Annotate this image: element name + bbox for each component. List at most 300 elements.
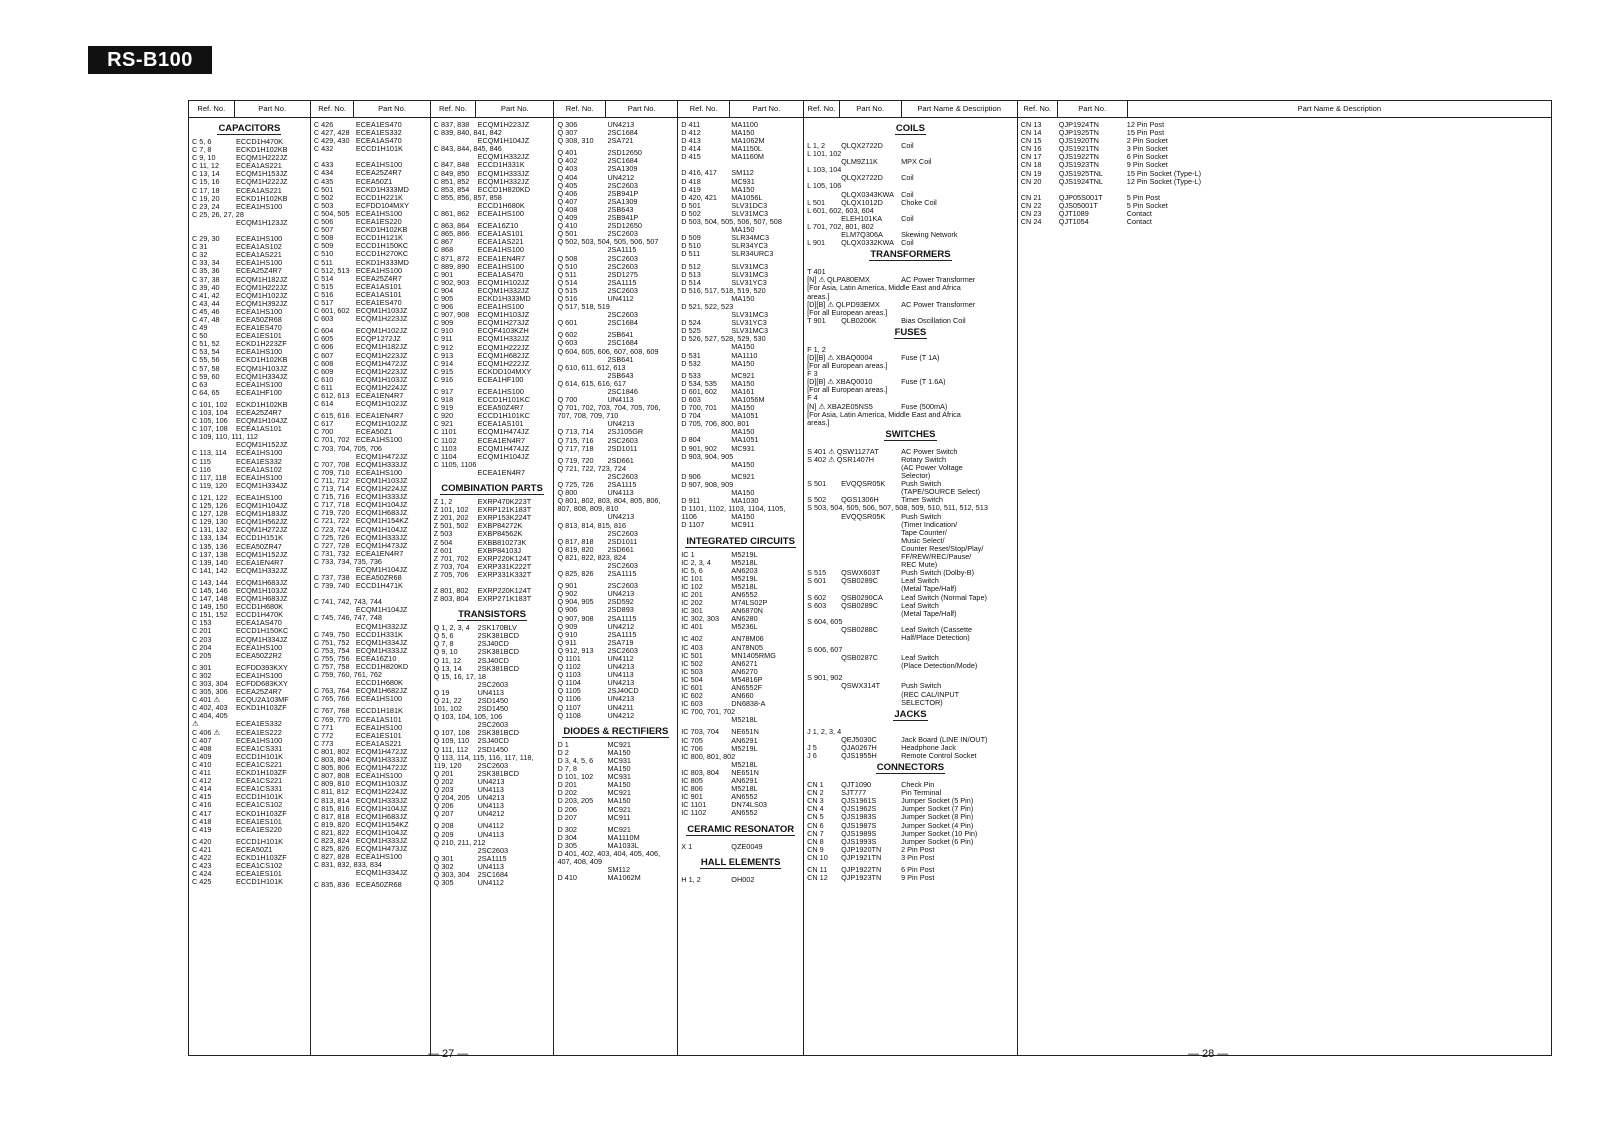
part-row	[681, 234, 800, 242]
part-description: Jack Board (LINE IN/OUT)	[901, 735, 988, 744]
part-no: QJP1925TN	[1058, 129, 1099, 138]
part-no: M5218L	[731, 760, 758, 769]
part-description: Choke Coil	[901, 198, 937, 207]
part-no: UN4213	[477, 777, 505, 786]
part-no: ECEA1HS100	[477, 246, 524, 255]
part-row	[314, 550, 427, 558]
part-row	[557, 271, 674, 279]
part-row	[434, 547, 551, 555]
parts-column-4	[554, 101, 678, 1055]
part-row	[314, 343, 427, 351]
ref-no: C 201	[192, 627, 212, 636]
part-row	[681, 521, 800, 529]
part-no: ECQM1H333JZ	[477, 169, 530, 178]
part-no: UN4213	[607, 663, 635, 672]
part-row	[314, 707, 427, 715]
part-row	[557, 826, 674, 834]
part-row	[192, 518, 307, 526]
ref-no: C 504, 505	[313, 209, 350, 218]
ref-no: Z 703, 704	[433, 562, 469, 571]
part-row	[314, 881, 427, 889]
part-no: ECQM1H123JZ	[236, 218, 288, 227]
part-no: EXRP331K332T	[477, 570, 532, 579]
part-row	[681, 263, 800, 271]
part-no: ECQM1H223JZ	[355, 351, 408, 360]
part-row	[434, 327, 551, 335]
part-no: 2SC2603	[607, 582, 638, 591]
ref-no: Q 817, 818	[557, 537, 594, 546]
ref-no: D 704	[681, 412, 701, 421]
part-row	[681, 793, 800, 801]
part-description: 6 Pin Post	[901, 866, 935, 875]
ref-no: C 401 ⚠	[192, 696, 221, 705]
part-row	[434, 657, 551, 665]
part-no: 2SD1450	[477, 697, 509, 705]
part-no: ECEA1AS221	[236, 186, 282, 195]
part-row	[807, 480, 1014, 488]
ref-no: D 305	[557, 841, 577, 850]
part-row	[807, 362, 1014, 370]
part-no: ECEA1AS221	[236, 162, 282, 171]
ref-no: Q 406	[557, 189, 578, 198]
part-no: MA150	[607, 765, 631, 774]
ref-no: C 819, 820	[313, 820, 350, 829]
part-no: ECQM1H222JZ	[236, 283, 288, 292]
ref-no: C 607	[313, 351, 334, 360]
part-row	[192, 526, 307, 534]
ref-no: C 422	[192, 853, 212, 862]
part-row	[807, 594, 1014, 602]
ref-no: C 512, 513	[313, 266, 350, 275]
part-no: ECEA1HS100	[236, 736, 283, 745]
ref-no: Q 19	[433, 688, 450, 697]
part-description: Tape Counter/	[901, 528, 947, 537]
ref-no: [For all European areas.]	[807, 386, 888, 395]
part-row	[434, 404, 551, 412]
ref-no: areas.]	[807, 292, 830, 301]
ref-no: C 865, 866	[433, 230, 470, 239]
part-row	[192, 348, 307, 356]
part-row	[557, 303, 674, 311]
part-no: ECQM1H104JZ	[355, 804, 408, 813]
part-no: ECQM1H472JZ	[355, 747, 408, 756]
part-row	[314, 647, 427, 655]
ref-no: D 1101, 1102, 1103, 1104, 1105,	[681, 505, 786, 514]
ref-no: D 514	[681, 278, 701, 287]
part-row	[557, 749, 674, 757]
part-row	[557, 814, 674, 822]
ref-no: CN 8	[807, 837, 824, 846]
part-description: Jumper Socket (8 Pin)	[901, 813, 974, 822]
part-no: SLR34MC3	[731, 234, 769, 243]
ref-no: C 5, 6	[192, 138, 212, 146]
part-row	[434, 571, 551, 579]
part-no: ECEA1ES101	[236, 870, 282, 879]
part-description: Coil	[901, 239, 914, 248]
ref-no: C 510	[313, 250, 334, 259]
part-row	[807, 488, 1014, 496]
part-row	[192, 603, 307, 611]
ref-no: CN 24	[1020, 218, 1042, 227]
ref-no: Q 409	[557, 214, 578, 223]
part-row	[434, 335, 551, 343]
ref-no: Q 109, 110	[433, 737, 470, 746]
part-row	[192, 203, 307, 211]
part-no: MC921	[731, 472, 755, 481]
part-row	[314, 716, 427, 724]
header-cell: Part No.	[378, 104, 406, 113]
part-row	[557, 773, 674, 781]
part-no: ECCD1H101K	[355, 145, 403, 154]
section-heading	[192, 123, 307, 137]
ref-no: Q 407	[557, 197, 578, 206]
ref-no: D 415	[681, 153, 701, 162]
ref-no: Q 909	[557, 622, 578, 631]
part-row	[434, 522, 551, 530]
parts-column-7	[1018, 101, 1551, 1055]
part-row	[192, 810, 307, 818]
part-row	[681, 303, 800, 311]
part-row	[434, 145, 551, 153]
ref-no: Q 306	[557, 121, 578, 129]
part-no: SM112	[607, 866, 631, 875]
part-no: UN4213	[607, 513, 635, 522]
ref-no: C 901	[433, 270, 454, 279]
ref-no: Q 1, 2, 3, 4	[433, 624, 470, 633]
part-no: 2SC2603	[477, 721, 509, 730]
part-row	[434, 287, 551, 295]
ref-no: S 604, 605	[807, 617, 843, 626]
part-no: EXRP153K224T	[477, 514, 532, 523]
part-no: MA150	[731, 359, 755, 368]
part-no: SLV31MC3	[731, 270, 769, 279]
part-row	[681, 559, 800, 567]
part-row	[807, 472, 1014, 480]
ref-no: C 117, 118	[192, 473, 227, 482]
part-no: QSB0289C	[841, 601, 879, 610]
part-row	[807, 309, 1014, 317]
part-no: ECEA1HS100	[236, 493, 283, 502]
part-no: 2SD1275	[607, 270, 638, 279]
part-no: ECQM1H104JZ	[355, 565, 408, 574]
part-row	[314, 558, 427, 566]
part-row	[314, 837, 427, 845]
ref-no: Q 201	[433, 769, 454, 778]
part-row	[681, 801, 800, 809]
part-row	[434, 563, 551, 571]
part-no: 2SD1450	[477, 705, 509, 714]
part-description: Fuse (T 1A)	[901, 353, 940, 362]
ref-no: Q 208	[433, 822, 454, 831]
part-no: ECCD1H470K	[236, 611, 284, 620]
parts-list-table	[188, 100, 1552, 1056]
part-row	[557, 222, 674, 230]
part-no: MA1051	[731, 436, 759, 445]
ref-no: ⚠	[192, 720, 199, 729]
part-row	[681, 250, 800, 258]
part-row	[434, 539, 551, 547]
part-row	[681, 481, 800, 489]
part-no: ECEA1CS331	[236, 744, 283, 753]
part-row	[314, 679, 427, 687]
part-description: Selector)	[901, 472, 931, 481]
ref-no: X 1	[681, 842, 693, 851]
part-row	[681, 728, 800, 736]
ref-no: Q 1108	[557, 711, 581, 720]
ref-no: C 434	[313, 169, 334, 178]
part-row	[807, 699, 1014, 707]
part-no: 2SC2603	[607, 529, 638, 538]
part-row	[681, 513, 800, 521]
part-description: Coil	[901, 142, 914, 150]
part-row	[314, 436, 427, 444]
part-no: M5219L	[731, 744, 758, 753]
section-title: TRANSISTORS	[458, 609, 527, 621]
part-no: ECKD1H102KB	[236, 194, 288, 203]
part-no: MC931	[607, 756, 631, 765]
part-no: MC931	[731, 177, 755, 186]
part-no: ECKD1H102KB	[236, 400, 288, 409]
part-row	[807, 691, 1014, 699]
part-row	[557, 198, 674, 206]
ref-no: C 608	[313, 359, 334, 368]
part-no: MC931	[607, 773, 631, 782]
part-no: ECEA1ES220	[236, 825, 282, 834]
part-no: ELM7Q306A	[841, 231, 883, 240]
ref-no: Q 202	[433, 777, 454, 786]
part-row	[314, 384, 427, 392]
part-row	[434, 238, 551, 246]
ref-no: D 203, 205	[557, 797, 594, 806]
ref-no: D 413	[681, 137, 701, 146]
ref-no: C 107, 108	[192, 425, 228, 434]
ref-no: areas.]	[807, 418, 830, 427]
ref-no: Z 101, 102	[433, 506, 469, 515]
part-row	[434, 396, 551, 404]
part-row	[192, 785, 307, 793]
part-row	[557, 339, 674, 347]
part-row	[807, 301, 1014, 309]
section-heading	[807, 762, 1014, 776]
part-no: 2SA1115	[607, 614, 637, 623]
ref-no: Q 404	[557, 173, 578, 182]
part-no: SLV31MC3	[731, 209, 769, 218]
part-row	[681, 121, 800, 129]
ref-no: D 416, 417	[681, 169, 717, 178]
ref-no: S 502	[807, 496, 827, 505]
part-row	[557, 850, 674, 858]
ref-no: S 402 ⚠ QSR1407H	[807, 455, 875, 464]
part-no: SLV31YC3	[731, 319, 767, 328]
part-row	[681, 652, 800, 660]
ref-no: C 420	[192, 837, 212, 846]
ref-no: C 609	[313, 367, 334, 376]
part-description: MPX Coil	[901, 158, 932, 167]
section-heading	[434, 483, 551, 497]
part-row	[681, 295, 800, 303]
ref-no: [For Asia, Latin America, Middle East and Africa	[807, 410, 961, 419]
part-row	[557, 348, 674, 356]
part-description: Push Switch	[901, 512, 942, 521]
ref-no: C 11, 12	[192, 162, 220, 171]
part-no: ECEA1AS101	[477, 230, 524, 239]
part-row	[434, 665, 551, 673]
part-row	[434, 230, 551, 238]
part-no: 2SA1309	[607, 165, 638, 174]
part-row	[807, 830, 1014, 838]
part-no: UN4113	[477, 786, 504, 795]
part-row	[314, 327, 427, 335]
part-no: SLV31YC3	[731, 278, 767, 287]
part-no: EXBP84103J	[477, 546, 522, 555]
part-description: Music Select/	[901, 536, 945, 545]
part-row	[314, 756, 427, 764]
ref-no: Q 902	[557, 590, 578, 599]
part-row	[434, 587, 551, 595]
ref-no: C 59, 60	[192, 372, 220, 381]
part-no: ECCD1H150KC	[236, 627, 289, 636]
part-no: QJS1923TN	[1058, 161, 1099, 170]
part-no: ECQM1H473JZ	[355, 541, 408, 550]
part-description: 9 Pin Post	[901, 874, 935, 883]
part-no: ECQM1H683JZ	[355, 812, 408, 821]
part-no: 2SA1115	[607, 570, 637, 579]
part-row	[434, 810, 551, 818]
section-title: CAPACITORS	[218, 123, 281, 134]
ref-no: T 401	[807, 268, 826, 277]
part-row	[434, 721, 551, 729]
part-description: Leaf Switch	[901, 601, 939, 610]
part-no: M5218L	[731, 558, 758, 567]
column-header	[189, 101, 310, 118]
part-row	[314, 178, 427, 186]
part-row	[681, 489, 800, 497]
ref-no: Q 1101	[557, 655, 581, 663]
part-no: 2SJ40CD	[477, 737, 509, 746]
part-row	[557, 505, 674, 513]
part-row	[314, 445, 427, 453]
header-cell: Ref. No.	[678, 101, 730, 117]
part-row	[557, 465, 674, 473]
part-row	[434, 754, 551, 762]
part-row	[681, 716, 800, 724]
part-row	[192, 720, 307, 728]
part-no: 2SC1684	[607, 129, 638, 138]
part-no: ECQM1H103JZ	[355, 780, 408, 789]
part-row	[557, 246, 674, 254]
part-no: M54816P	[731, 675, 763, 684]
part-no: ECQM1H183JZ	[236, 510, 288, 519]
part-row	[192, 433, 307, 441]
part-row	[434, 344, 551, 352]
ref-no: C 133, 134	[192, 534, 228, 543]
part-row	[192, 619, 307, 627]
part-description: Counter Reset/Stop/Play/	[901, 544, 984, 553]
ref-no: C 139, 140	[192, 558, 228, 567]
part-row	[557, 741, 674, 749]
part-row	[434, 255, 551, 263]
part-row	[557, 582, 674, 590]
ref-no: L 701, 702, 801, 802	[807, 222, 874, 231]
part-row	[192, 308, 307, 316]
ref-no: C 516	[313, 290, 334, 299]
part-no: QJP1921TN	[841, 853, 882, 862]
part-row	[314, 534, 427, 542]
part-no: ECQM1H474JZ	[477, 428, 530, 437]
header-cell: Part No.	[752, 104, 781, 113]
ref-no: D 420, 421	[681, 193, 717, 202]
ref-no: C 612, 613	[313, 392, 350, 400]
part-row	[557, 671, 674, 679]
part-row	[681, 178, 800, 186]
part-row	[434, 871, 551, 879]
ref-no: D 201	[557, 781, 577, 790]
ref-no: Q 1106	[557, 695, 581, 704]
ref-no: IC 601	[681, 684, 703, 692]
part-no: 2SC2603	[477, 761, 509, 770]
part-row	[314, 740, 427, 748]
ref-no: C 101, 102	[192, 400, 228, 409]
part-row	[314, 186, 427, 194]
part-description: AC Power Transformer	[901, 300, 976, 309]
part-row	[314, 526, 427, 534]
parts-column-6	[804, 101, 1018, 1055]
part-no: ECEA1EN4R7	[477, 468, 526, 477]
ref-no: CN 20	[1020, 177, 1042, 186]
part-no: SM112	[731, 169, 754, 178]
part-no: AN6552	[731, 793, 758, 802]
part-no: ECEA1HF100	[477, 375, 524, 384]
part-description: Jumper Socket (4 Pin)	[901, 821, 974, 830]
section-title: JACKS	[894, 708, 927, 720]
ref-no: C 143, 144	[192, 578, 228, 587]
part-row	[192, 365, 307, 373]
part-row	[314, 315, 427, 323]
part-description: REC Mute)	[901, 561, 938, 570]
part-row	[192, 373, 307, 381]
ref-no: C 853, 854	[433, 185, 470, 194]
part-no: ECEA1AS470	[355, 137, 402, 146]
part-no: ECEA1HS100	[236, 449, 283, 458]
part-row	[314, 453, 427, 461]
part-row	[192, 579, 307, 587]
part-no: ECQM1H333JZ	[355, 756, 408, 765]
ref-no: D 502	[681, 209, 701, 218]
part-description: 9 Pin Socket	[1126, 161, 1168, 170]
part-no: UN4113	[607, 396, 634, 405]
part-row	[807, 866, 1014, 874]
ref-no: 707, 708, 709, 710	[557, 412, 619, 421]
part-no: ECQM1H334JZ	[236, 635, 288, 644]
part-row	[192, 356, 307, 364]
ref-no: C 135, 136	[192, 542, 228, 551]
part-row	[807, 662, 1014, 670]
part-row	[807, 781, 1014, 789]
part-row	[557, 279, 674, 287]
ref-no: CN 15	[1020, 137, 1042, 146]
section-title: CONNECTORS	[876, 762, 945, 774]
part-no: 2SD661	[607, 545, 634, 554]
part-description: Skewing Network	[901, 231, 958, 240]
part-no: NE651N	[731, 728, 759, 737]
ref-no: C 9, 10	[192, 154, 216, 163]
ref-no: Q 402	[557, 157, 578, 166]
ref-no: D 532	[681, 359, 701, 368]
ref-no: Q 610, 611, 612, 613	[557, 363, 626, 372]
header-cell: Ref. No.	[1018, 101, 1058, 117]
part-no: DN74LS03	[731, 801, 767, 810]
ref-no: Q 511	[557, 270, 577, 279]
